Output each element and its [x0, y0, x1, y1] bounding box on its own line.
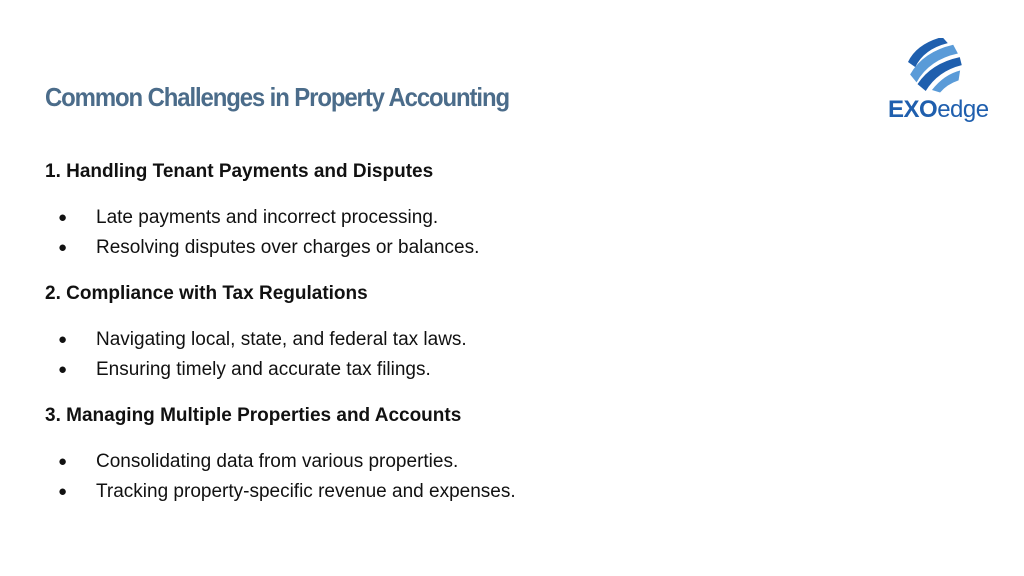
list-item: [45, 203, 945, 233]
list-item: [45, 233, 945, 263]
logo-wordmark: [888, 96, 989, 124]
bullet-icon: ●: [58, 238, 68, 256]
exoedge-logo: [884, 38, 988, 130]
section-heading: 1. Handling Tenant Payments and Disputes: [45, 161, 434, 182]
bullet-icon: ●: [58, 453, 68, 470]
section-multiple-properties: [45, 402, 945, 506]
bullet-text: Resolving disputes over charges or balances.: [96, 236, 480, 258]
bullet-icon: ●: [58, 482, 68, 500]
bullet-icon: ●: [58, 360, 68, 378]
bullet-list: [45, 447, 945, 506]
section-heading: 3. Managing Multiple Properties and Accounts: [45, 405, 462, 426]
bullet-list: [45, 203, 945, 262]
bullet-text: Tracking property-specific revenue and expenses.: [96, 480, 516, 502]
list-item: [45, 325, 945, 355]
bullet-icon: ●: [58, 331, 68, 348]
section-tenant-payments: [45, 158, 945, 262]
slide-title: Common Challenges in Property Accounting: [45, 82, 509, 112]
slide-content: [45, 158, 945, 506]
list-item: [45, 447, 945, 477]
section-heading: 2. Compliance with Tax Regulations: [45, 283, 368, 304]
bullet-text: Late payments and incorrect processing.: [96, 207, 439, 228]
logo-wordmark-regular: edge: [937, 96, 989, 123]
bullet-text: Consolidating data from various properties.: [96, 451, 459, 472]
section-tax-compliance: [45, 280, 945, 384]
bullet-text: Ensuring timely and accurate tax filings.: [96, 358, 431, 380]
list-item: [45, 355, 945, 385]
bullet-text: Navigating local, state, and federal tax laws.: [96, 329, 467, 350]
list-item: [45, 477, 945, 507]
bullet-icon: ●: [58, 209, 68, 226]
bullet-list: [45, 325, 945, 384]
logo-wordmark-bold: EXO: [888, 96, 938, 123]
exoedge-swirl-logo-icon: [884, 38, 988, 94]
